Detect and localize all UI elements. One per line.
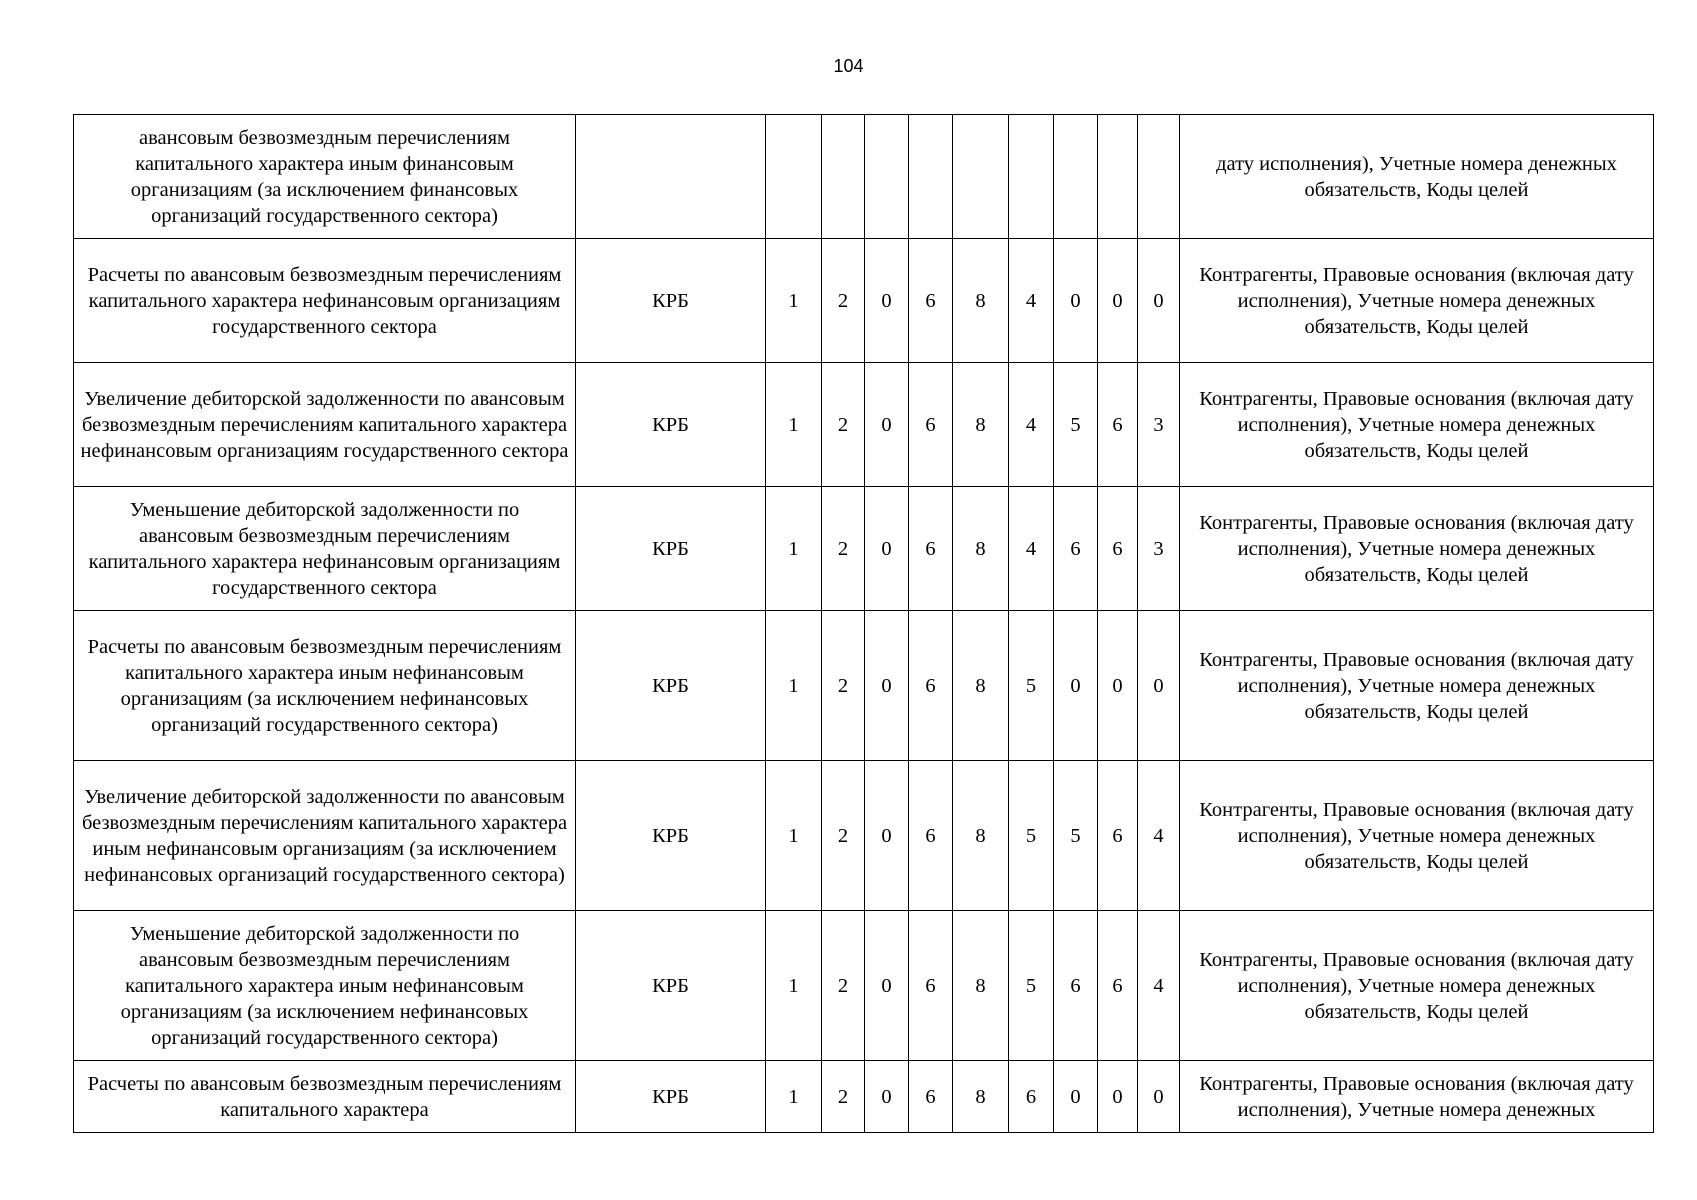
code-digit: 6 — [909, 911, 953, 1061]
account-table — [73, 114, 1654, 1133]
code-digit: 2 — [822, 363, 865, 487]
row-type: КРБ — [576, 1061, 766, 1133]
code-digit: 6 — [909, 239, 953, 363]
row-analytics: Контрагенты, Правовые основания (включая дату исполнения), Учетные номера денежных обязательств, Коды целей — [1180, 761, 1654, 911]
code-digit: 1 — [766, 1061, 822, 1133]
code-digit: 4 — [1009, 363, 1054, 487]
row-description: Расчеты по авансовым безвозмездным перечислениям капитального характера нефинансовым организациям государственного сектора — [74, 239, 576, 363]
code-digit: 0 — [865, 761, 909, 911]
code-digit: 8 — [953, 363, 1009, 487]
code-digit: 2 — [822, 487, 865, 611]
code-digit: 4 — [1138, 761, 1180, 911]
row-analytics: Контрагенты, Правовые основания (включая дату исполнения), Учетные номера денежных обязательств, Коды целей — [1180, 363, 1654, 487]
row-analytics: Контрагенты, Правовые основания (включая дату исполнения), Учетные номера денежных обязательств, Коды целей — [1180, 611, 1654, 761]
table-row — [74, 115, 1654, 239]
row-analytics: Контрагенты, Правовые основания (включая дату исполнения), Учетные номера денежных обязательств, Коды целей — [1180, 487, 1654, 611]
row-analytics: Контрагенты, Правовые основания (включая дату исполнения), Учетные номера денежных обязательств, Коды целей — [1180, 911, 1654, 1061]
page-number: 104 — [833, 56, 864, 76]
row-type — [576, 115, 766, 239]
row-description: Уменьшение дебиторской задолженности по авансовым безвозмездным перечислениям капитального характера иным нефинансовым организациям (за исключением нефинансовых организаций государственного сектора) — [74, 911, 576, 1061]
row-analytics: Контрагенты, Правовые основания (включая дату исполнения), Учетные номера денежных — [1180, 1061, 1654, 1133]
code-digit: 0 — [865, 487, 909, 611]
code-digit: 8 — [953, 239, 1009, 363]
code-digit: 2 — [822, 1061, 865, 1133]
code-digit — [766, 115, 822, 239]
code-digit: 3 — [1138, 487, 1180, 611]
code-digit: 6 — [1098, 487, 1138, 611]
code-digit: 0 — [1138, 611, 1180, 761]
code-digit: 8 — [953, 761, 1009, 911]
code-digit: 8 — [953, 487, 1009, 611]
code-digit: 6 — [1098, 761, 1138, 911]
code-digit: 0 — [865, 911, 909, 1061]
code-digit — [1098, 115, 1138, 239]
row-type: КРБ — [576, 363, 766, 487]
code-digit: 4 — [1009, 239, 1054, 363]
code-digit: 6 — [909, 363, 953, 487]
code-digit — [909, 115, 953, 239]
code-digit: 5 — [1009, 611, 1054, 761]
code-digit: 6 — [1054, 911, 1098, 1061]
code-digit: 2 — [822, 911, 865, 1061]
row-description: Расчеты по авансовым безвозмездным перечислениям капитального характера иным нефинансовым организациям (за исключением нефинансовых организаций государственного сектора) — [74, 611, 576, 761]
code-digit: 1 — [766, 911, 822, 1061]
row-description: Расчеты по авансовым безвозмездным перечислениям капитального характера — [74, 1061, 576, 1133]
code-digit: 6 — [909, 487, 953, 611]
row-description: Увеличение дебиторской задолженности по авансовым безвозмездным перечислениям капитального характера иным нефинансовым организациям (за исключением нефинансовых организаций государственного сектора) — [74, 761, 576, 911]
code-digit: 1 — [766, 761, 822, 911]
code-digit: 5 — [1009, 761, 1054, 911]
code-digit — [1009, 115, 1054, 239]
row-analytics: дату исполнения), Учетные номера денежных обязательств, Коды целей — [1180, 115, 1654, 239]
table-row — [74, 611, 1654, 761]
code-digit: 6 — [909, 1061, 953, 1133]
table-row — [74, 363, 1654, 487]
table-row — [74, 911, 1654, 1061]
code-digit: 5 — [1054, 363, 1098, 487]
code-digit: 1 — [766, 611, 822, 761]
table-row — [74, 487, 1654, 611]
code-digit: 6 — [909, 611, 953, 761]
row-description: авансовым безвозмездным перечислениям капитального характера иным финансовым организациям (за исключением финансовых организаций государственного сектора) — [74, 115, 576, 239]
row-analytics: Контрагенты, Правовые основания (включая дату исполнения), Учетные номера денежных обязательств, Коды целей — [1180, 239, 1654, 363]
row-type: КРБ — [576, 487, 766, 611]
code-digit: 0 — [1054, 1061, 1098, 1133]
code-digit: 2 — [822, 611, 865, 761]
code-digit: 5 — [1009, 911, 1054, 1061]
code-digit: 0 — [865, 363, 909, 487]
code-digit: 2 — [822, 239, 865, 363]
code-digit: 0 — [865, 611, 909, 761]
row-type: КРБ — [576, 911, 766, 1061]
code-digit: 8 — [953, 611, 1009, 761]
code-digit: 6 — [1098, 363, 1138, 487]
code-digit: 2 — [822, 761, 865, 911]
code-digit: 8 — [953, 1061, 1009, 1133]
code-digit — [865, 115, 909, 239]
code-digit: 0 — [1138, 239, 1180, 363]
code-digit — [953, 115, 1009, 239]
code-digit: 6 — [1098, 911, 1138, 1061]
code-digit: 0 — [1098, 1061, 1138, 1133]
code-digit: 4 — [1138, 911, 1180, 1061]
code-digit — [1054, 115, 1098, 239]
code-digit: 0 — [865, 239, 909, 363]
code-digit: 1 — [766, 487, 822, 611]
code-digit: 4 — [1009, 487, 1054, 611]
code-digit: 8 — [953, 911, 1009, 1061]
code-digit: 3 — [1138, 363, 1180, 487]
row-type: КРБ — [576, 239, 766, 363]
code-digit: 6 — [1009, 1061, 1054, 1133]
code-digit: 0 — [1054, 239, 1098, 363]
row-type: КРБ — [576, 761, 766, 911]
code-digit: 1 — [766, 239, 822, 363]
code-digit: 6 — [1054, 487, 1098, 611]
code-digit: 0 — [1054, 611, 1098, 761]
code-digit: 0 — [1138, 1061, 1180, 1133]
code-digit: 6 — [909, 761, 953, 911]
code-digit: 0 — [1098, 611, 1138, 761]
row-description: Увеличение дебиторской задолженности по авансовым безвозмездным перечислениям капитального характера нефинансовым организациям государственного сектора — [74, 363, 576, 487]
code-digit: 0 — [865, 1061, 909, 1133]
table-row — [74, 1061, 1654, 1133]
row-description: Уменьшение дебиторской задолженности по авансовым безвозмездным перечислениям капитального характера нефинансовым организациям государственного сектора — [74, 487, 576, 611]
code-digit — [1138, 115, 1180, 239]
row-type: КРБ — [576, 611, 766, 761]
code-digit: 1 — [766, 363, 822, 487]
code-digit: 0 — [1098, 239, 1138, 363]
code-digit — [822, 115, 865, 239]
table-row — [74, 239, 1654, 363]
table-row — [74, 761, 1654, 911]
code-digit: 5 — [1054, 761, 1098, 911]
